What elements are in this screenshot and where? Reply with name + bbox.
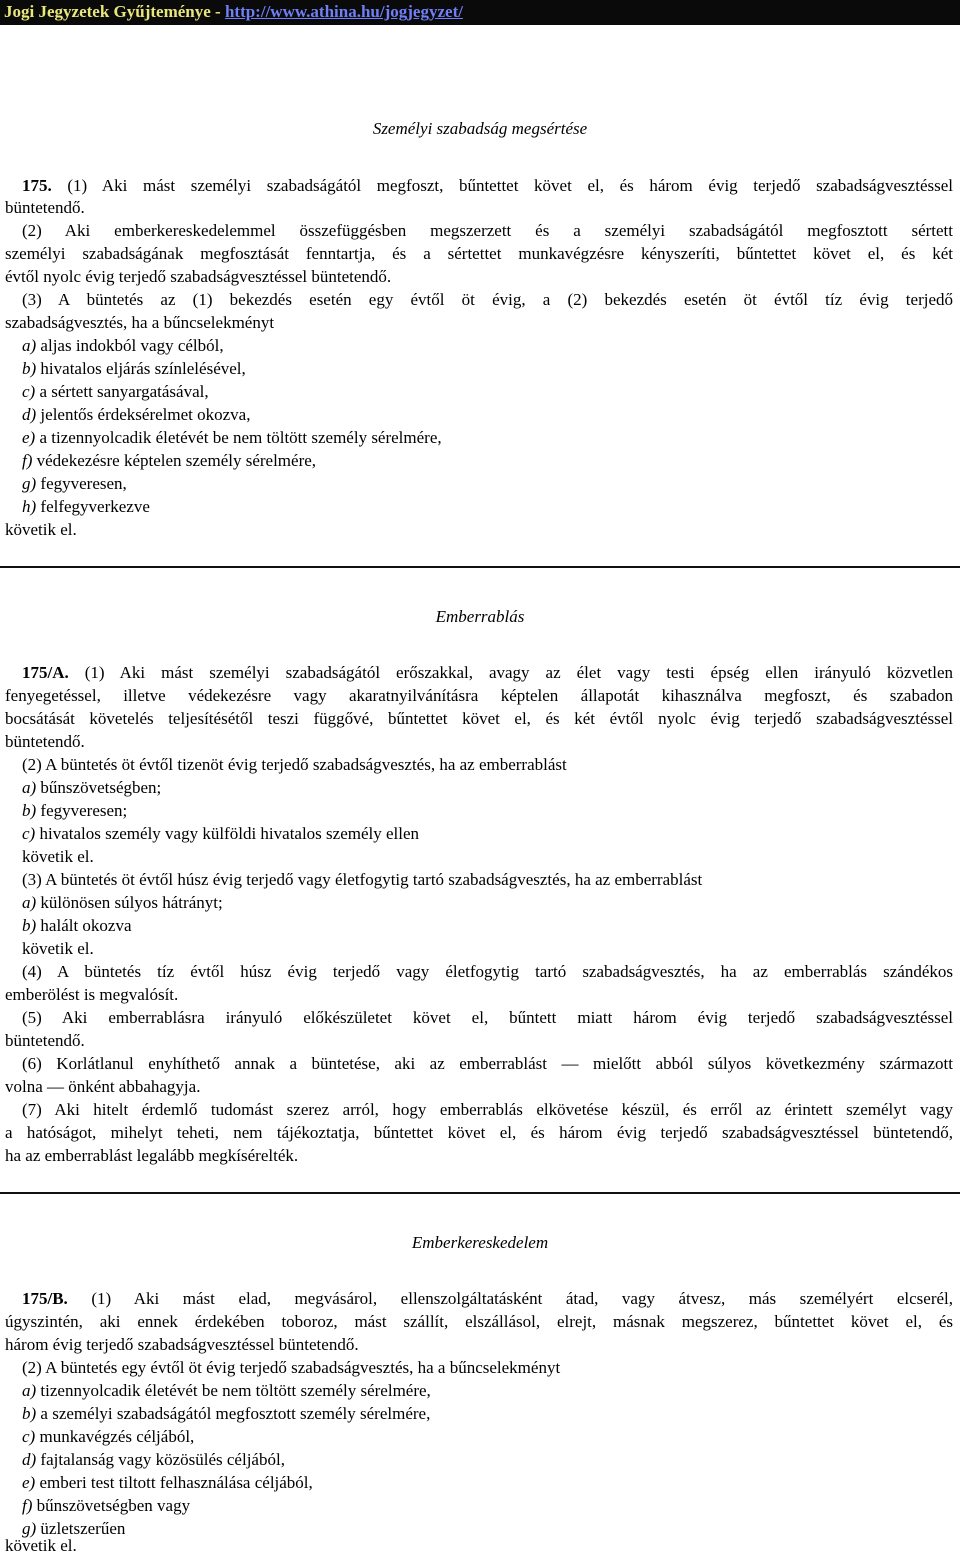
list-item <box>22 1426 194 1448</box>
text-line: emberölést is megvalósít. <box>5 985 179 1004</box>
list-key: a) <box>22 336 37 355</box>
list-text: a személyi szabadságától megfosztott személy sérelmére, <box>36 1404 431 1423</box>
text-line: a hatóságot, mihelyt teheti, nem tájékoztatja, bűntettet követ el, és három évig terjedő szabadságvesztéssel büntetendő, <box>5 1123 953 1142</box>
list-key: a) <box>22 778 37 797</box>
text-line: (6) Korlátlanul enyhíthető annak a büntetése, aki az emberrablást — mielőtt abból súlyos következmény származott <box>22 1054 953 1073</box>
list-item <box>22 1403 430 1425</box>
list-item <box>22 777 161 799</box>
list-item <box>22 1380 431 1402</box>
list-key: h) <box>22 497 37 516</box>
text-line: (1) Aki mást személyi szabadságától megfoszt, bűntettet követ el, és három évig terjedő szabadságvesztéssel <box>51 176 953 195</box>
list-item <box>22 381 209 403</box>
list-key: c) <box>22 382 36 401</box>
text-line: (1) Aki mást személyi szabadságától erőszakkal, avagy az élet vagy testi épség ellen irányuló közvetlen <box>68 663 953 682</box>
header-bar <box>0 0 960 25</box>
text-line: (7) Aki hitelt érdemlő tudomást szerez arról, hogy emberrablás elkövetése készül, és erről az érintett személyt vagy <box>22 1100 953 1119</box>
section-number-175: 175. <box>22 176 52 195</box>
list-item <box>22 473 127 495</box>
text-line: büntetendő. <box>5 198 85 217</box>
list-key: b) <box>22 1404 37 1423</box>
list-text: aljas indokból vagy célból, <box>36 336 224 355</box>
list-item <box>22 496 150 518</box>
list-text: bűnszövetségben vagy <box>32 1496 191 1515</box>
text-line: követik el. <box>22 939 94 958</box>
list-key: g) <box>22 474 37 493</box>
text-line: (2) Aki emberkereskedelemmel összefüggésben megszerzett és a személyi szabadságától megfosztott sértett <box>22 221 953 240</box>
list-item <box>22 1495 190 1517</box>
list-text: fegyveresen, <box>36 474 127 493</box>
list-text: a tizennyolcadik életévét be nem töltött személy sérelmére, <box>35 428 442 447</box>
list-key: d) <box>22 1450 37 1469</box>
header-link[interactable]: http://www.athina.hu/jogjegyzet/ <box>224 2 463 21</box>
text-line: büntetendő. <box>5 1031 85 1050</box>
list-key: c) <box>22 1427 36 1446</box>
list-text: bűnszövetségben; <box>36 778 162 797</box>
text-line: büntetendő. <box>5 732 85 751</box>
text-line: fenyegetéssel, illetve védekezésre vagy akaratnyilvánításra képtelen állapotát kihasználva megfoszt, és szabadon <box>5 686 953 705</box>
list-key: e) <box>22 428 36 447</box>
list-key: f) <box>22 451 33 470</box>
section-number-175a: 175/A. <box>22 663 69 682</box>
list-item <box>22 358 246 380</box>
header-title: Jogi Jegyzetek Gyűjteménye <box>4 2 211 21</box>
list-text: üzletszerűen <box>36 1519 126 1538</box>
list-text: halált okozva <box>36 916 132 935</box>
list-item <box>22 915 132 937</box>
list-text: hivatalos személy vagy külföldi hivatalos személy ellen <box>35 824 420 843</box>
para-175-1 <box>5 175 953 197</box>
para-175a-1 <box>5 662 953 684</box>
list-item <box>22 335 224 357</box>
section-number-175b: 175/B. <box>22 1289 68 1308</box>
text-line: (2) A büntetés egy évtől öt évig terjedő szabadságvesztés, ha a bűncselekményt <box>22 1358 561 1377</box>
list-key: e) <box>22 1473 36 1492</box>
text-line: (3) A büntetés az (1) bekezdés esetén egy évtől öt évig, a (2) bekezdés esetén öt évtől tíz évig terjedő <box>22 290 953 309</box>
list-text: a sértett sanyargatásával, <box>35 382 209 401</box>
list-item <box>22 427 442 449</box>
list-text: különösen súlyos hátrányt; <box>36 893 223 912</box>
text-line: (3) A büntetés öt évtől húsz évig terjedő vagy életfogytig tartó szabadságvesztés, ha az emberrablást <box>22 870 703 889</box>
text-line: úgyszintén, aki ennek érdekében toboroz, mást szállít, elszállásol, elrejt, másnak megszerez, bűntettet követ el, és <box>5 1312 953 1331</box>
section-title-175a: Emberrablás <box>435 607 525 626</box>
list-item <box>22 892 223 914</box>
list-item <box>22 823 419 845</box>
list-text: jelentős érdeksérelmet okozva, <box>36 405 251 424</box>
list-key: a) <box>22 1381 37 1400</box>
list-text: hivatalos eljárás színlelésével, <box>36 359 246 378</box>
section-title-175b: Emberkereskedelem <box>411 1233 549 1252</box>
list-item <box>22 1449 285 1471</box>
section-title-175: Személyi szabadság megsértése <box>372 119 588 138</box>
list-text: felfegyverkezve <box>36 497 150 516</box>
list-key: b) <box>22 916 37 935</box>
text-line: évtől nyolc évig terjedő szabadságvesztéssel büntetendő. <box>5 267 392 286</box>
text-line: személyi szabadságának megfosztását fenntartja, és a sértettet munkavégzésre kényszeríti, bűntettet követ el, és két <box>5 244 953 263</box>
text-line: (5) Aki emberrablásra irányuló előkészületet követ el, bűntett miatt három évig terjedő szabadságvesztéssel <box>22 1008 953 1027</box>
list-key: f) <box>22 1496 33 1515</box>
list-key: g) <box>22 1519 37 1538</box>
text-line: bocsátását követelés teljesítésétől teszi függővé, bűntettet követ el, és két évtől nyolc évig terjedő szabadságvesztéssel <box>5 709 953 728</box>
text-line: követik el. <box>22 847 94 866</box>
header-text <box>4 1 463 23</box>
text-line: (1) Aki mást elad, megvásárol, ellenszolgáltatásként átad, vagy átvesz, más személyért elcserél, <box>67 1289 953 1308</box>
list-item <box>22 800 127 822</box>
list-key: c) <box>22 824 36 843</box>
text-line: ha az emberrablást legalább megkísérelték. <box>5 1146 299 1165</box>
text-line: követik el. <box>5 520 77 539</box>
text-line: (2) A büntetés öt évtől tizenöt évig terjedő szabadságvesztés, ha az emberrablást <box>22 755 567 774</box>
list-text: emberi test tiltott felhasználása céljából, <box>35 1473 313 1492</box>
list-item <box>22 1472 313 1494</box>
text-line: három évig terjedő szabadságvesztéssel büntetendő. <box>5 1335 359 1354</box>
header-separator: - <box>210 2 225 21</box>
list-text: munkavégzés céljából, <box>35 1427 195 1446</box>
text-line: volna — önként abbahagyja. <box>5 1077 201 1096</box>
list-item <box>22 450 316 472</box>
divider <box>0 1192 960 1194</box>
list-text: védekezésre képtelen személy sérelmére, <box>32 451 317 470</box>
list-key: b) <box>22 359 37 378</box>
list-key: d) <box>22 405 37 424</box>
list-key: b) <box>22 801 37 820</box>
list-item <box>22 404 250 426</box>
list-text: fajtalanság vagy közösülés céljából, <box>36 1450 285 1469</box>
list-text: fegyveresen; <box>36 801 128 820</box>
list-key: a) <box>22 893 37 912</box>
text-line: követik el. <box>5 1536 77 1555</box>
divider <box>0 566 960 568</box>
text-line: (4) A büntetés tíz évtől húsz évig terjedő vagy életfogytig tartó szabadságvesztés, ha az emberrablás szándékos <box>22 962 953 981</box>
text-line: szabadságvesztés, ha a bűncselekményt <box>5 313 275 332</box>
para-175b-1 <box>5 1288 953 1310</box>
list-text: tizennyolcadik életévét be nem töltött személy sérelmére, <box>36 1381 431 1400</box>
